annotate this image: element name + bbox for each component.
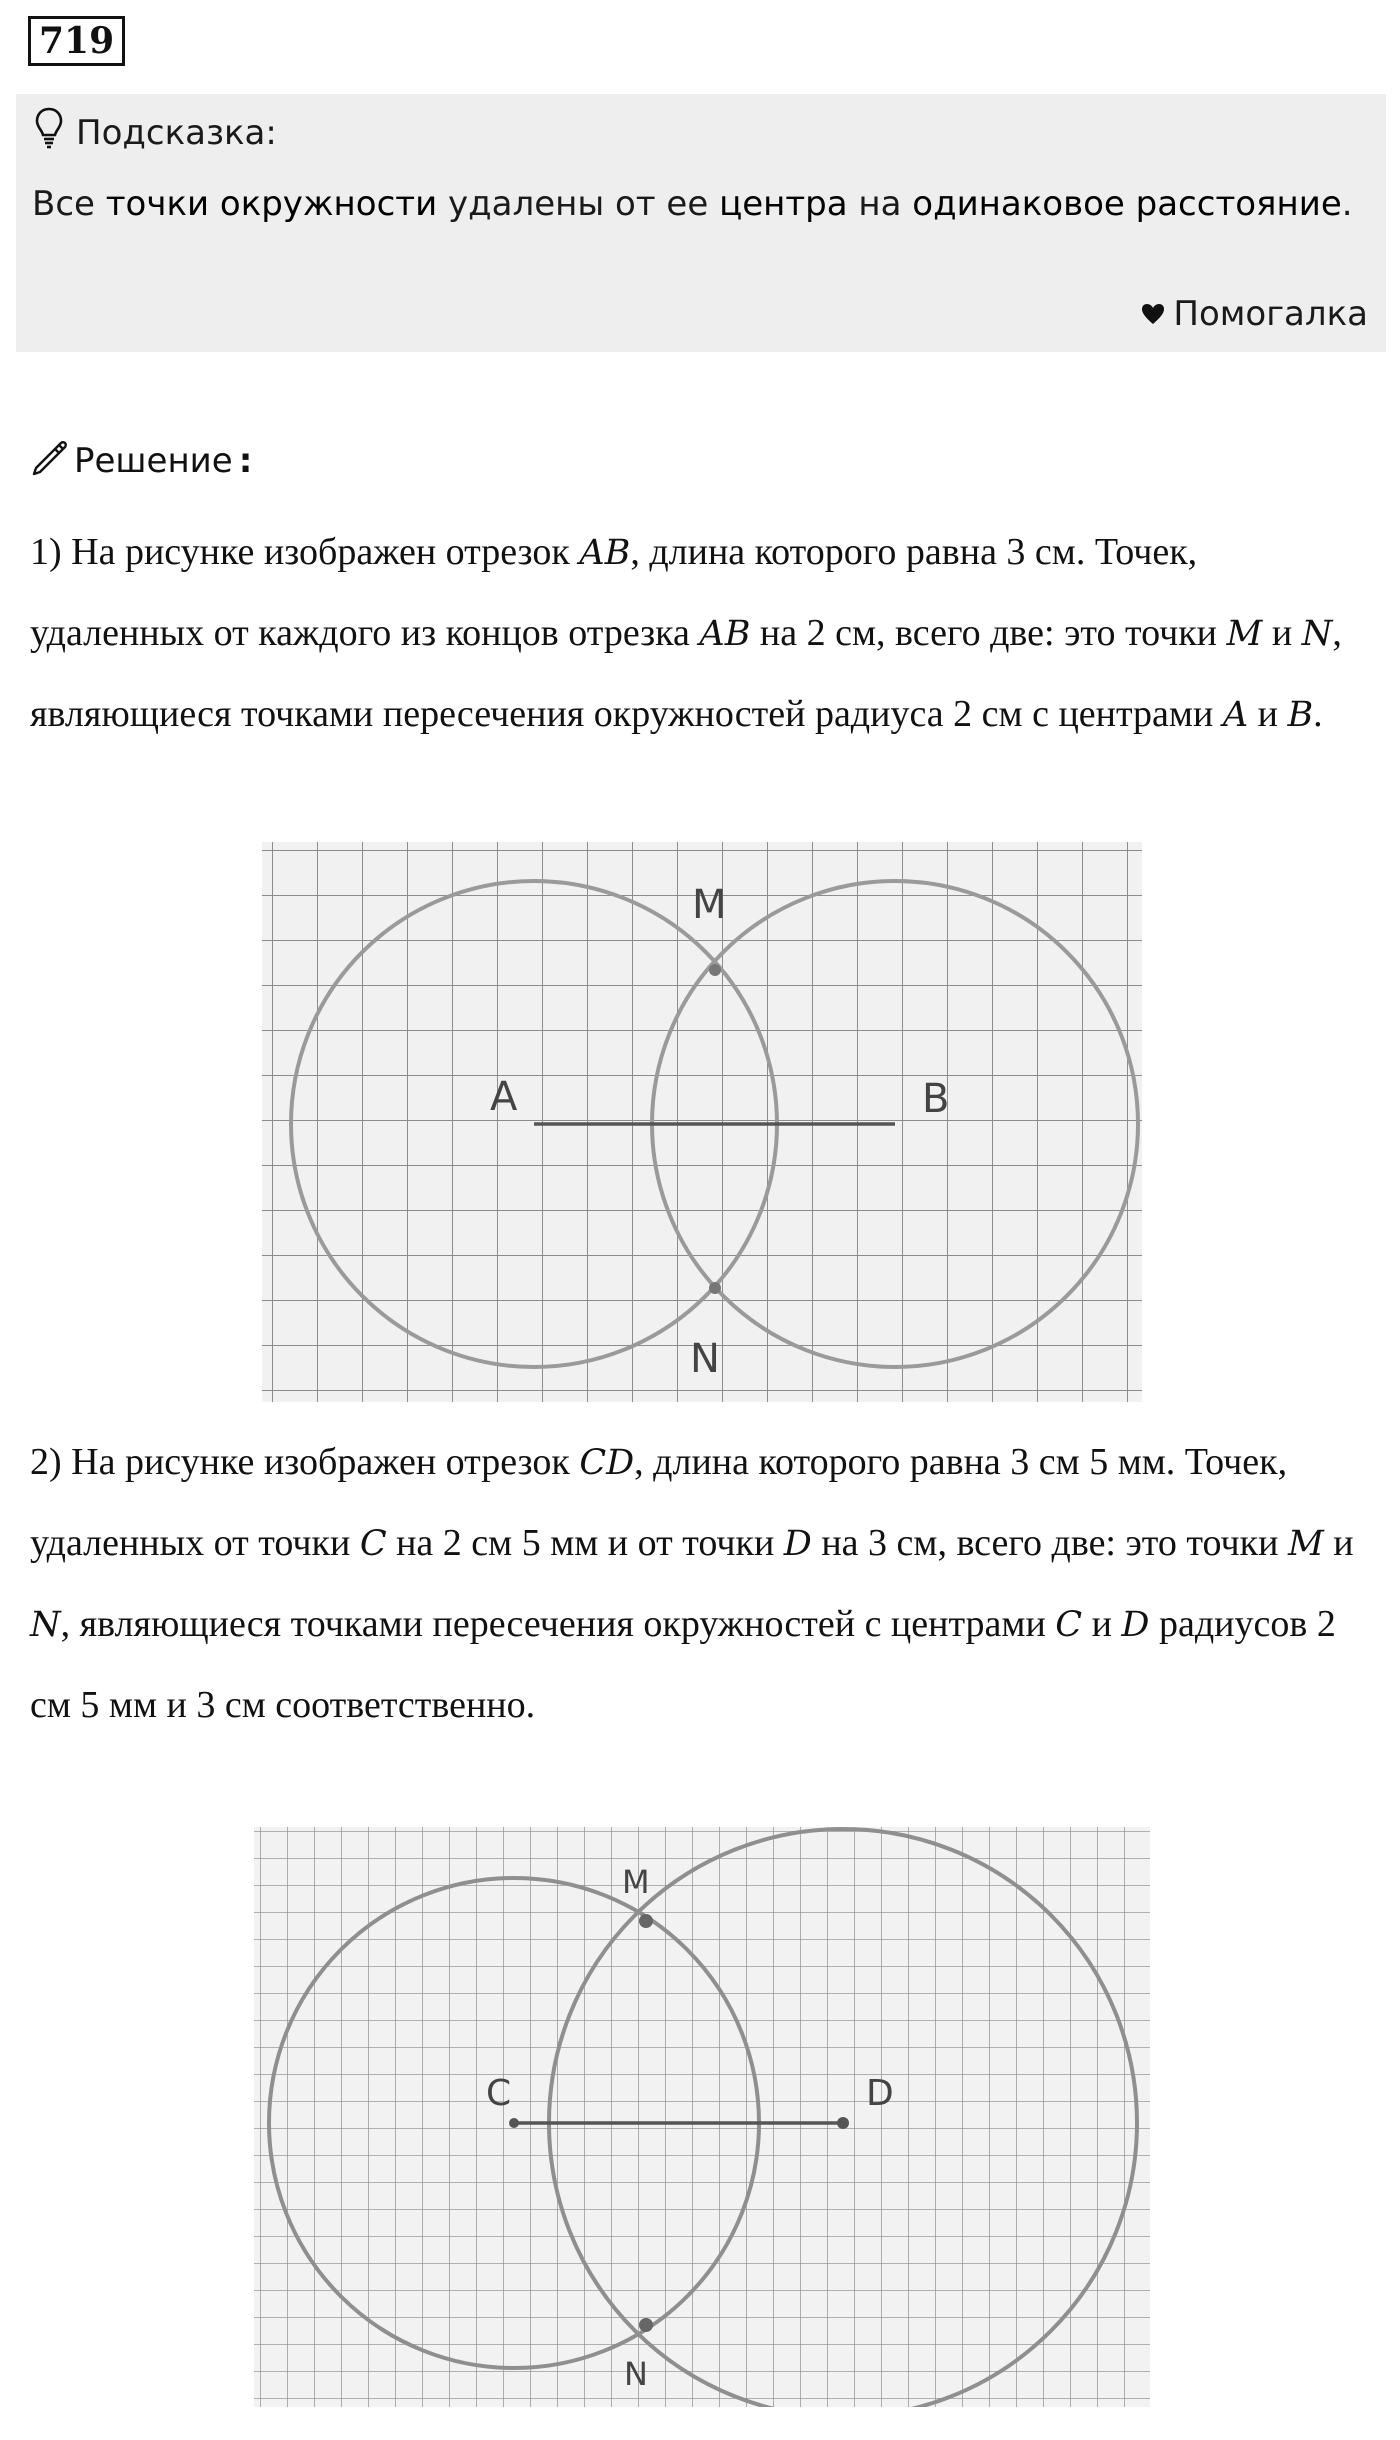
figure-segment-cd	[254, 1827, 1150, 2407]
label-n: N	[690, 1336, 720, 1382]
pencil-icon	[28, 436, 68, 485]
solution-paragraph-1: 1) На рисунке изображен отрезок AB, длина которого равна 3 см. Точек, удаленных от каждого из концов отрезка AB на 2 см, всего две: это точки M и N, являющиеся точками пересечения окружностей радиуса 2 см с центрами A и B.	[30, 531, 1342, 735]
solution-paragraph-2: 2) На рисунке изображен отрезок CD, длина которого равна 3 см 5 мм. Точек, удаленных от точки C на 2 см 5 мм и от точки D на 3 см, всего две: это точки M и N, являющиеся точками пересечения окружностей с центрами C и D радиусов 2 см 5 мм и 3 см соответственно.	[30, 1441, 1354, 1726]
hint-box	[16, 94, 1386, 352]
source-label: Помогалка	[1173, 294, 1368, 334]
point-m	[639, 1914, 653, 1928]
heart-icon	[1141, 294, 1165, 334]
label-m: M	[622, 1863, 650, 1901]
hint-text: Все точки окружности удалены от ее центра на одинаковое расстояние.	[32, 184, 1353, 224]
hint-title: Подсказка:	[76, 112, 277, 153]
hint-header	[34, 106, 277, 159]
point-c	[509, 2118, 519, 2128]
source-link[interactable]	[1141, 294, 1368, 334]
solution-header	[28, 436, 252, 485]
label-m: M	[692, 882, 727, 928]
solution-title: Решение	[74, 440, 233, 481]
label-c: C	[486, 2073, 512, 2114]
label-d: D	[866, 2073, 894, 2114]
figure-segment-ab	[262, 842, 1142, 1402]
label-a: A	[490, 1074, 518, 1120]
point-m	[709, 964, 721, 976]
point-n	[709, 1282, 721, 1294]
label-b: B	[922, 1076, 950, 1122]
task-number: 719	[28, 16, 125, 66]
point-d	[837, 2117, 849, 2129]
label-n: N	[624, 2355, 648, 2393]
lightbulb-icon	[34, 106, 64, 159]
solution-colon: :	[238, 440, 253, 481]
point-n	[639, 2318, 653, 2332]
